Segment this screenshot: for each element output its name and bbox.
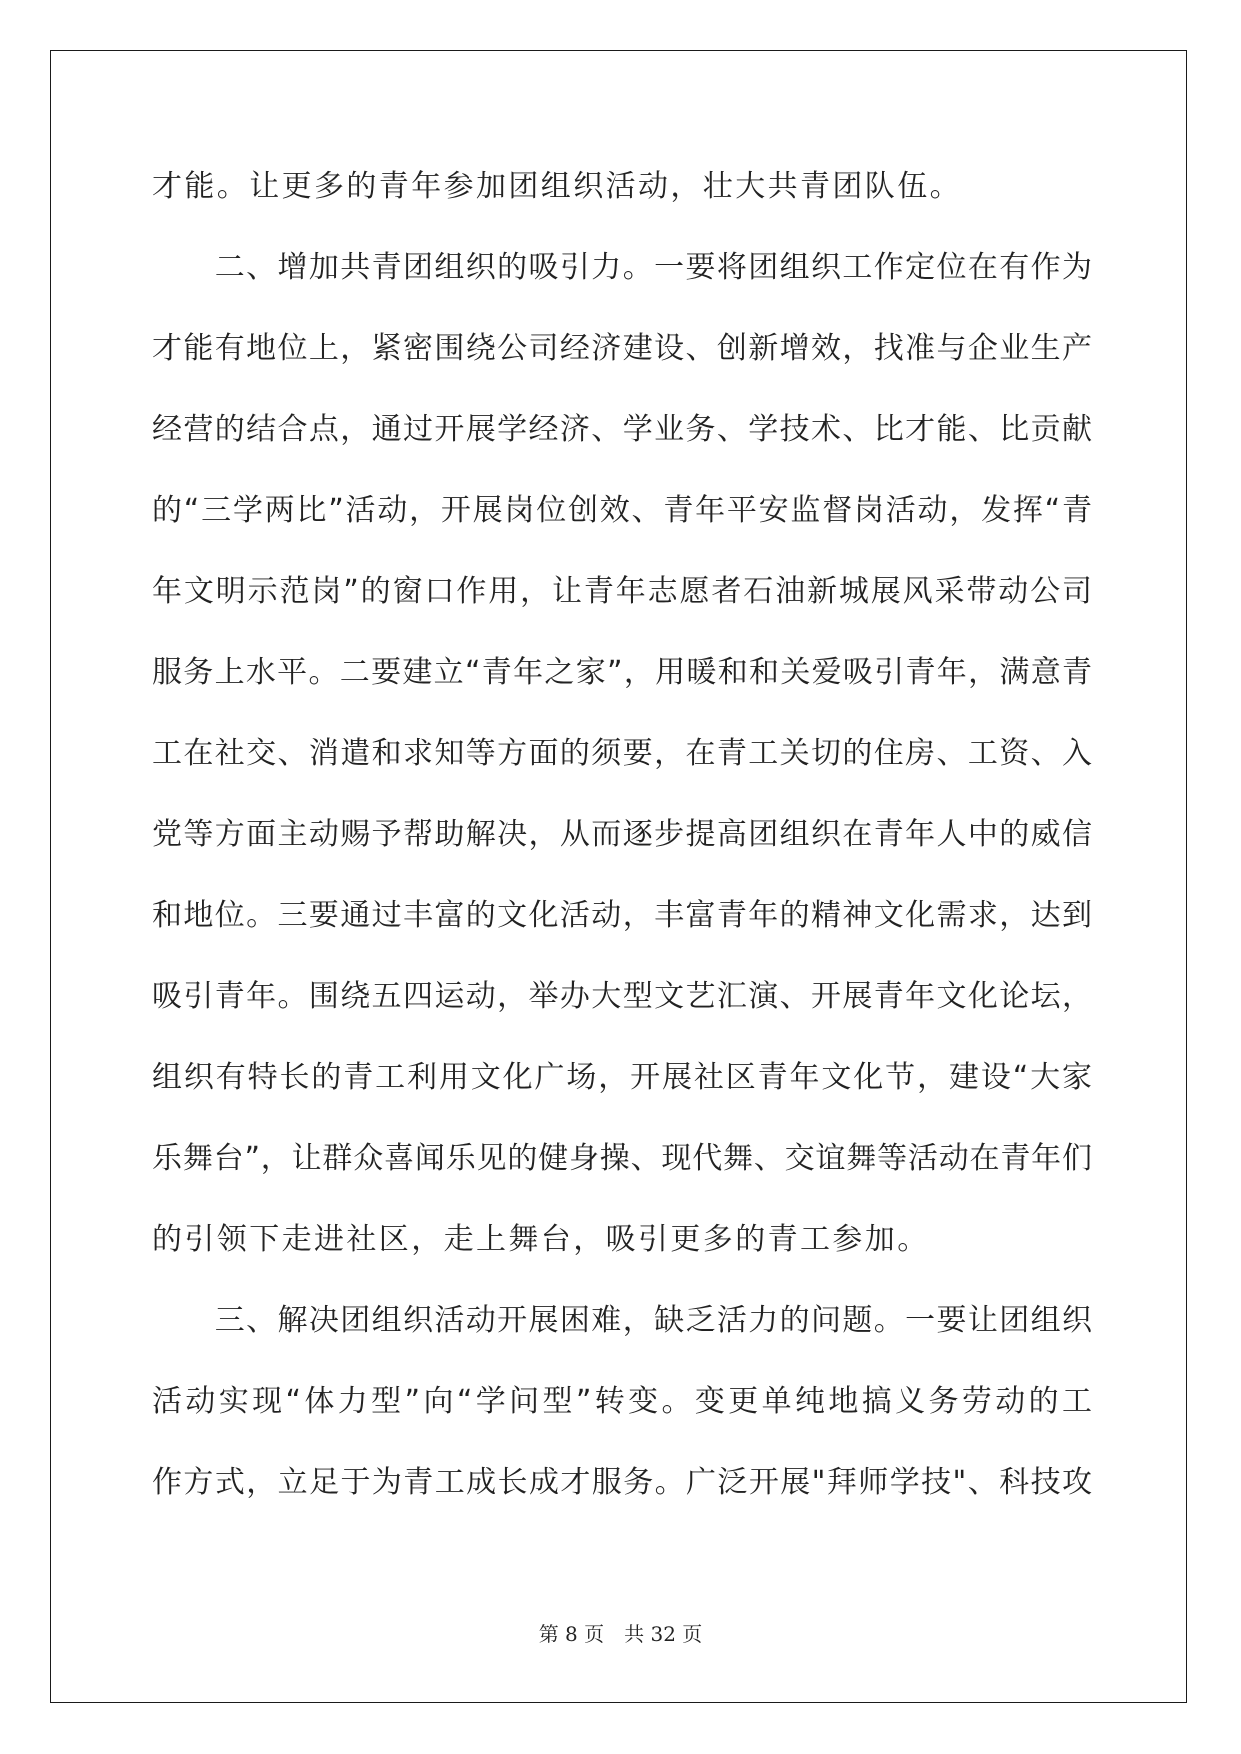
text-line: 组织有特长的青工利用文化广场，开展社区青年文化节，建设“大家	[152, 1060, 1092, 1095]
text-line: 才能。让更多的青年参加团组织活动，壮大共青团队伍。	[152, 169, 962, 204]
text-line: 作方式，立足于为青工成长成才服务。广泛开展"拜师学技"、科技攻	[152, 1465, 1092, 1500]
text-line: 二、增加共青团组织的吸引力。一要将团组织工作定位在有作为	[152, 250, 1092, 285]
page-number-footer: 第 8 页 共 32 页	[538, 1622, 703, 1646]
text-line: 党等方面主动赐予帮助解决，从而逐步提高团组织在青年人中的威信	[152, 817, 1092, 852]
text-line: 服务上水平。二要建立“青年之家”，用暖和和关爱吸引青年，满意青	[152, 655, 1092, 690]
text-line: 经营的结合点，通过开展学经济、学业务、学技术、比才能、比贡献	[152, 412, 1092, 447]
text-line: 工在社交、消遣和求知等方面的须要，在青工关切的住房、工资、入	[152, 736, 1092, 771]
text-line: 的引领下走进社区，走上舞台，吸引更多的青工参加。	[152, 1222, 930, 1257]
text-line: 和地位。三要通过丰富的文化活动，丰富青年的精神文化需求，达到	[152, 898, 1092, 933]
text-line: 才能有地位上，紧密围绕公司经济建设、创新增效，找准与企业生产	[152, 331, 1092, 366]
text-line: 吸引青年。围绕五四运动，举办大型文艺汇演、开展青年文化论坛，	[152, 979, 1092, 1014]
text-line: 年文明示范岗”的窗口作用，让青年志愿者石油新城展风采带动公司	[152, 574, 1092, 609]
document-body	[152, 158, 1092, 1535]
text-line: 乐舞台”，让群众喜闻乐见的健身操、现代舞、交谊舞等活动在青年们	[152, 1141, 1092, 1176]
text-line: 的“三学两比”活动，开展岗位创效、青年平安监督岗活动，发挥“青	[152, 493, 1092, 528]
text-line: 三、解决团组织活动开展困难，缺乏活力的问题。一要让团组织	[152, 1303, 1092, 1338]
text-line: 活动实现“体力型”向“学问型”转变。变更单纯地搞义务劳动的工	[152, 1384, 1092, 1419]
